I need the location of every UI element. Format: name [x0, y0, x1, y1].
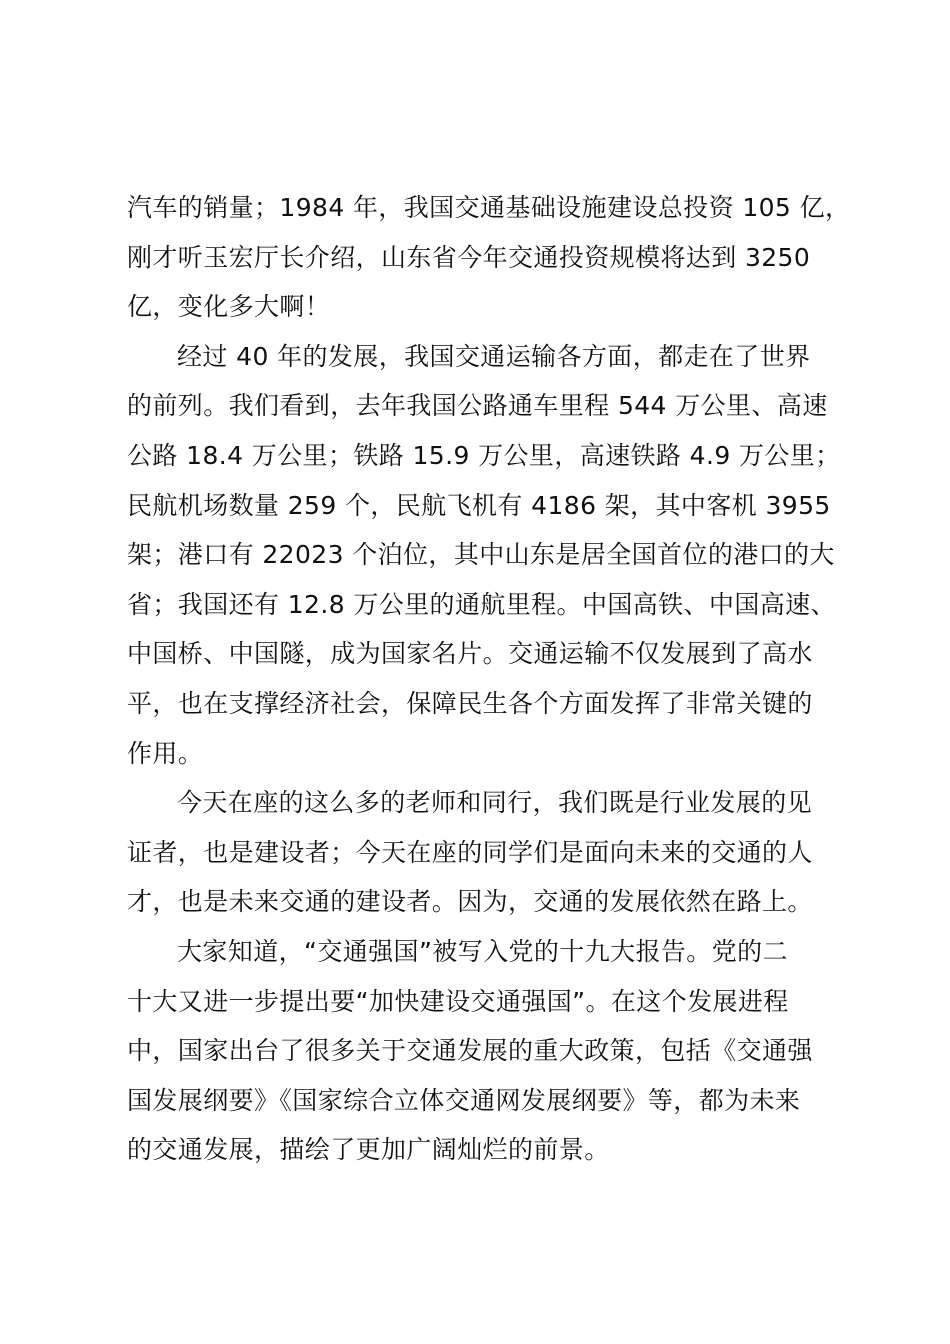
text-line: 十大又进一步提出要“加快建设交通强国”。在这个发展进程 [127, 986, 789, 1016]
text-line: 省；我国还有 12.8 万公里的通航里程。中国高铁、中国高速、 [127, 589, 836, 619]
text-line: 国发展纲要》《国家综合立体交通网发展纲要》等，都为未来 [127, 1085, 801, 1115]
text-line: 的交通发展，描绘了更加广阔灿烂的前景。 [127, 1135, 610, 1165]
paragraph-start-line: 经过 40 年的发展，我国交通运输各方面，都走在了世界 [177, 341, 811, 371]
paragraph-start-line: 今天在座的这么多的老师和同行，我们既是行业发展的见 [177, 788, 813, 818]
text-line: 平，也在支撑经济社会，保障民生各个方面发挥了非常关键的 [127, 688, 813, 718]
text-line: 证者，也是建设者；今天在座的同学们是面向未来的交通的人 [127, 837, 813, 867]
text-line: 架；港口有 22023 个泊位，其中山东是居全国首位的港口的大 [127, 540, 835, 570]
text-line: 刚才听玉宏厅长介绍，山东省今年交通投资规模将达到 3250 [127, 242, 811, 272]
text-line: 汽车的销量；1984 年，我国交通基础设施建设总投资 105 亿， [127, 193, 851, 222]
text-line: 中，国家出台了很多关于交通发展的重大政策，包括《交通强 [127, 1036, 813, 1066]
paragraph-start-line: 大家知道，“交通强国”被写入党的十九大报告。党的二 [177, 936, 788, 966]
text-line: 亿，变化多大啊！ [127, 292, 331, 322]
text-line: 才，也是未来交通的建设者。因为，交通的发展依然在路上。 [127, 887, 813, 917]
text-line: 公路 18.4 万公里；铁路 15.9 万公里，高速铁路 4.9 万公里； [127, 440, 841, 470]
text-line: 作用。 [127, 738, 204, 768]
body-text [127, 183, 851, 1175]
text-line: 中国桥、中国隧，成为国家名片。交通运输不仅发展到了高水 [127, 639, 813, 669]
text-line: 的前列。我们看到，去年我国公路通车里程 544 万公里、高速 [127, 391, 828, 421]
text-line: 民航机场数量 259 个，民航飞机有 4186 架，其中客机 3955 [127, 490, 831, 520]
